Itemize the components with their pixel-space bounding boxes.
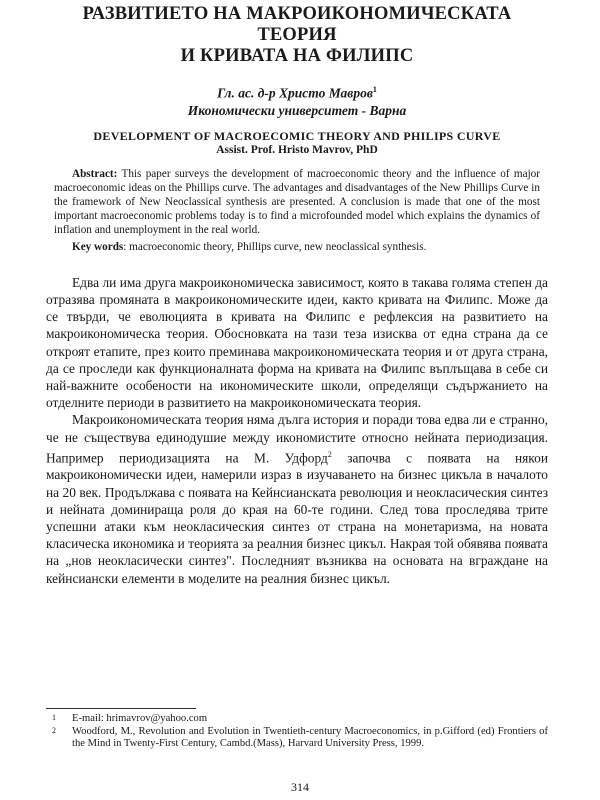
footnote-1-text: E-mail: hrimavrov@yahoo.com [72,713,208,724]
page-number: 314 [291,780,309,794]
paragraph-2-part-b: започва с появата на някои макроикономически идеи, намерили израз в изучаването на бизнес цикъла в началото на 20 век. Продължава с появата на Кейнсианската революция и неокласическия синтез и нейната доминираща роля до края на 60-те години. След това проследява трите успешни атаки към неокласическия синтез от страна на монетаризма, на новата класическа икономика и теорията за реалния бизнес цикъл. Накрая той обявява появата на „нов неокласически синтез". Последният възниква на основата на вграждане на кейнсиански елементи в моделите на реалния бизнес цикъл. [46,450,548,586]
footnote-ref-2: 2 [327,449,332,459]
body-text [46,274,548,587]
footnotes [46,708,548,751]
author-affiliation: Икономически университет - Варна [187,102,407,118]
abstract-label: Abstract: [72,167,118,180]
keywords-label: Key words [72,240,124,253]
author-name [46,81,548,102]
footnote-divider [46,708,196,709]
footnote-2-mark: 2 [52,725,56,735]
footnote-2 [46,726,548,751]
paper-title [46,0,548,67]
keywords [54,240,540,254]
paragraph-2-part-a: Макроикономическата теория няма дълга история и поради това едва ли е странно, че не съществува единодушие между икономистите относно нейната периодизация. Например периодизацията на М. Удфорд [46,412,548,466]
paper-title-line-2: И КРИВАТА НА ФИЛИПС [180,46,414,66]
english-title: DEVELOPMENT OF MACROECOMIC THEORY AND PHILIPS CURVE [93,128,501,143]
author-footnote-mark: 1 [372,85,377,94]
paragraph-2 [46,411,548,587]
author-name-text: Гл. ас. д-р Христо Мавров [217,85,373,101]
abstract-text: This paper surveys the development of macroeconomic theory and the influence of major macroeconomic ideas on the Phillips curve. The advantages and disadvantages of the New Phillips Curve in the framework of New Neoclassical synthesis are presented. A conclusion is made that one of the most important macroeconomic problems today is to find a microfounded model which explains the dynamics of inflation and unemployment in the real world. [54,167,540,237]
english-author: Assist. Prof. Hristo Mavrov, PhD [216,143,378,156]
paper-title-line-1: РАЗВИТИЕТО НА МАКРОИКОНОМИЧЕСКАТА ТЕОРИЯ [82,4,512,45]
footnote-1-mark: 1 [52,713,56,722]
abstract [54,167,540,238]
paragraph-1: Едва ли има друга макроикономическа зависимост, която в такава голяма степен да отразява промяната в макроикономическите идеи, както кривата на Филипс. Може да се твърди, че еволюцията в кривата на Филипс е рефлексия на развитието на макроикономическа теория. Обосновката на тази теза изисква от една страна да се откроят етапите, през които преминава макроикономическата теория и от друга страна, да се проследи как функционалната форма на кривата на Филипс въплъщава в себе си най-важните особености на икономическите школи, определящи съдържанието на отделните периоди в развитието на макроикономическата теория. [46,274,548,411]
footnote-2-text: Woodford, M., Revolution and Evolution in Twentieth-century Macroeconomics, in p.Gifford (ed) Frontiers of the Mind in Twenty-First Century, Cambd.(Mass), Harvard University Press, 1999. [72,725,548,750]
footnote-1 [46,713,548,726]
keywords-text: : macroeconomic theory, Phillips curve, new neoclassical synthesis. [123,240,427,253]
